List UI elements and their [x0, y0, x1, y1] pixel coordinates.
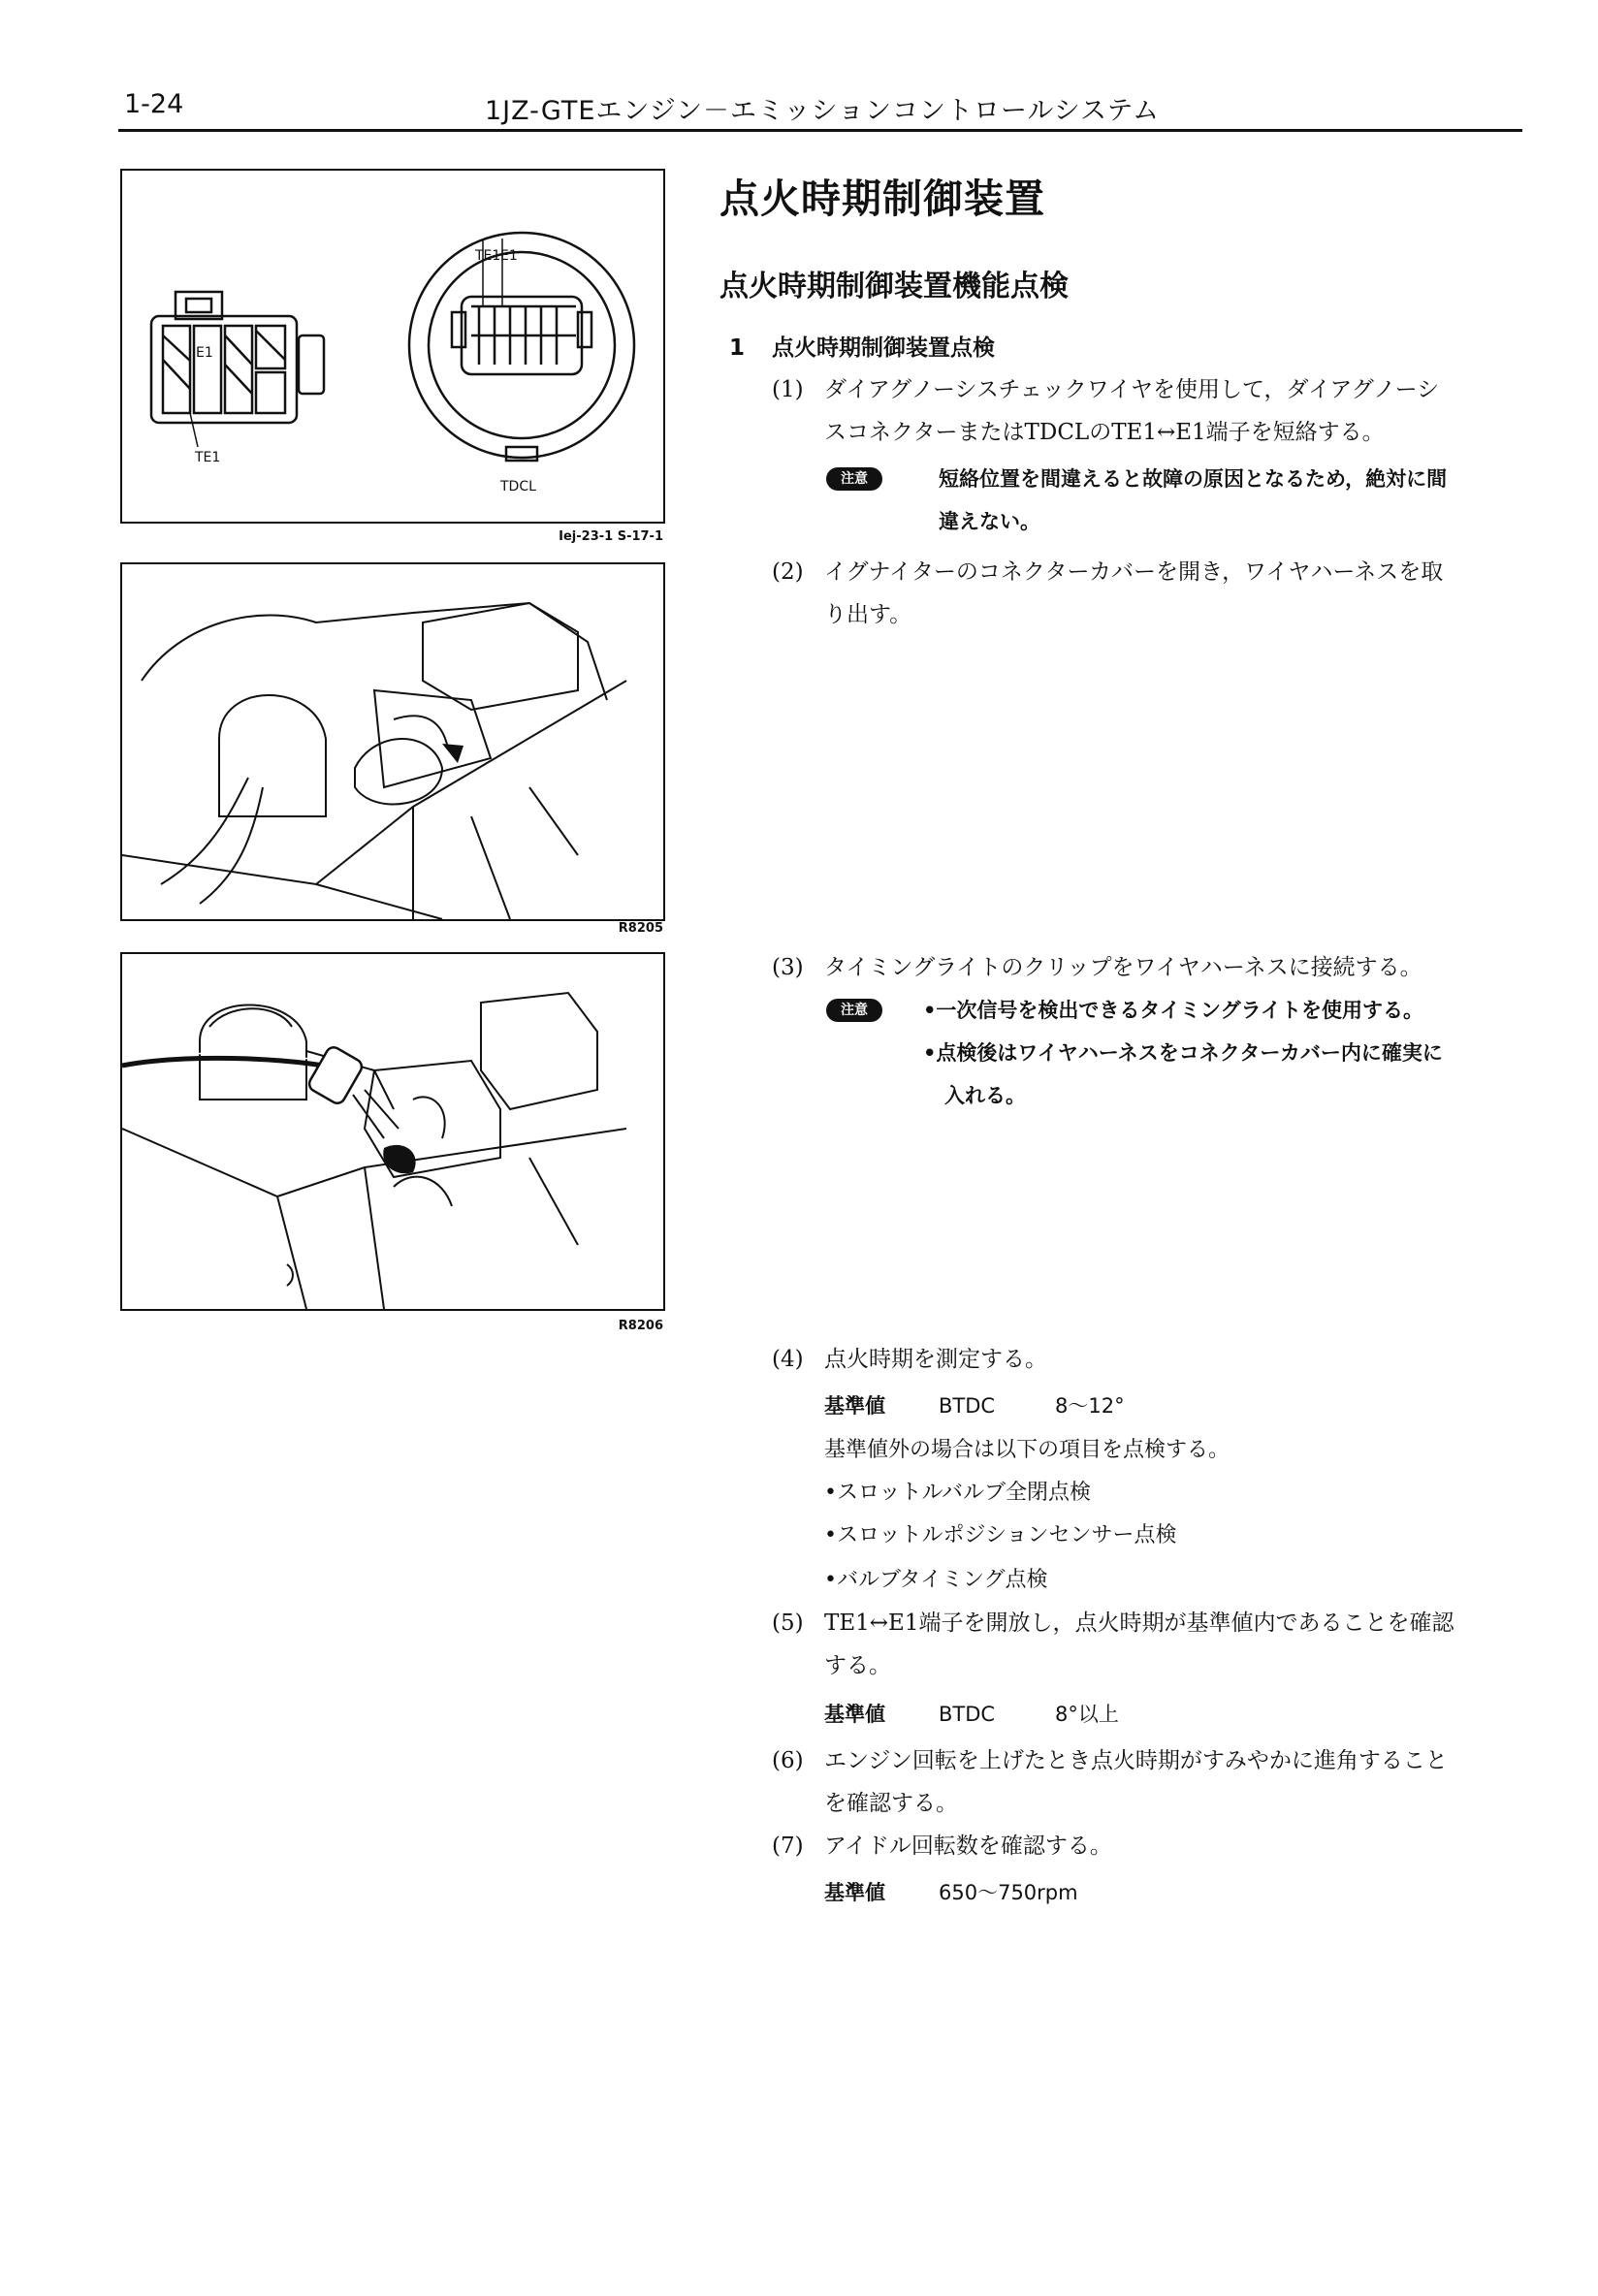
caution-badge-2: 注意 [826, 999, 882, 1022]
step-5-line-1: TE1↔E1端子を開放し，点火時期が基準値内であることを確認 [824, 1610, 1454, 1636]
spec-value: 8°以上 [1055, 1703, 1119, 1726]
section-heading [729, 330, 995, 362]
timing-light-illustration [122, 954, 663, 1309]
header-rule [118, 129, 1522, 132]
e1-top-label: E1 [500, 248, 518, 264]
connector-diagram [122, 171, 663, 522]
step-1-caution-line-1: 短絡位置を間違えると故障の原因となるため，絶対に間 [939, 467, 1448, 491]
step-2-line-2: り出す。 [824, 602, 912, 627]
step-3-line-1: タイミングライトのクリップをワイヤハーネスに接続する。 [824, 955, 1422, 980]
step-5-spec [824, 1699, 1119, 1728]
connector-diagram-figure [120, 169, 665, 524]
step-3-caution-line-1: •一次信号を検出できるタイミングライトを使用する。 [923, 999, 1423, 1022]
step-2 [772, 551, 1528, 636]
step-7-spec [824, 1877, 1078, 1906]
tdcl-label: TDCL [500, 479, 536, 494]
step-4 [772, 1338, 1528, 1381]
spec-key: 基準値 [824, 1394, 885, 1418]
timing-light-illustration-figure [120, 952, 665, 1311]
spec-key: 基準値 [824, 1881, 885, 1904]
step-4-line-2: 基準値外の場合は以下の項目を点検する。 [824, 1438, 1230, 1462]
step-5-line-2: する。 [824, 1653, 891, 1678]
step-5 [772, 1602, 1528, 1687]
step-1-caution-line-2: 違えない。 [939, 510, 1040, 533]
igniter-illustration [122, 564, 663, 919]
step-6-line-1: エンジン回転を上げたとき点火時期がすみやかに進角すること [824, 1748, 1448, 1773]
step-1-caution [826, 458, 1524, 543]
section-subtitle: 点火時期制御装置機能点検 [719, 270, 1069, 303]
step-3-caution [826, 989, 1524, 1117]
caution-badge: 注意 [826, 467, 882, 491]
spec-mode: BTDC [939, 1703, 996, 1726]
step-1-line-1: ダイアグノーシスチェックワイヤを使用して，ダイアグノーシ [824, 377, 1440, 402]
figure-1-caption: Iej-23-1 S-17-1 [559, 529, 663, 544]
section-number: 1 [729, 335, 746, 361]
figure-3-caption: R8206 [618, 1319, 663, 1333]
step-3-caution-line-2: •点検後はワイヤハーネスをコネクターカバー内に確実に [923, 1041, 1443, 1065]
step-1-line-2: スコネクターまたはTDCLのTE1↔E1端子を短絡する。 [824, 420, 1385, 445]
step-7 [772, 1825, 1528, 1867]
section-label: 点火時期制御装置点検 [772, 335, 995, 361]
page-number: 1-24 [124, 89, 184, 119]
step-1 [772, 368, 1528, 454]
te1-top-label: TE1 [475, 248, 501, 264]
step-7-line-1: アイドル回転数を確認する。 [824, 1834, 1112, 1859]
spec-value: 8～12° [1055, 1394, 1125, 1418]
spec-value: 650～750rpm [939, 1881, 1078, 1904]
step-4-spec [824, 1390, 1125, 1419]
figure-2-caption: R8205 [618, 921, 663, 936]
step-5-number: (5) [772, 1610, 804, 1636]
step-6 [772, 1739, 1528, 1825]
step-4-bullet-2: •スロットルポジションセンサー点検 [824, 1523, 1177, 1547]
step-2-line-1: イグナイターのコネクターカバーを開き，ワイヤハーネスを取 [824, 559, 1444, 585]
spec-key: 基準値 [824, 1703, 885, 1726]
running-header-title: 1JZ-GTEエンジン－エミッションコントロールシステム [485, 96, 1161, 126]
step-1-number: (1) [772, 377, 804, 402]
step-4-bullet-1: •スロットルバルブ全閉点検 [824, 1481, 1091, 1505]
step-4-line-1: 点火時期を測定する。 [824, 1347, 1047, 1372]
te1-left-label: TE1 [195, 450, 221, 465]
igniter-illustration-figure [120, 562, 665, 921]
step-6-line-2: を確認する。 [824, 1791, 958, 1816]
e1-left-label: E1 [196, 345, 213, 361]
page-title: 点火時期制御装置 [719, 175, 1045, 222]
step-6-number: (6) [772, 1748, 804, 1773]
step-3-caution-line-3: 入れる。 [944, 1084, 1026, 1107]
spec-mode: BTDC [939, 1394, 996, 1418]
step-4-bullet-3: •バルブタイミング点検 [824, 1568, 1048, 1592]
step-7-number: (7) [772, 1834, 804, 1859]
step-2-number: (2) [772, 559, 804, 585]
step-4-number: (4) [772, 1347, 804, 1372]
step-3-number: (3) [772, 955, 804, 980]
step-3 [772, 946, 1528, 989]
